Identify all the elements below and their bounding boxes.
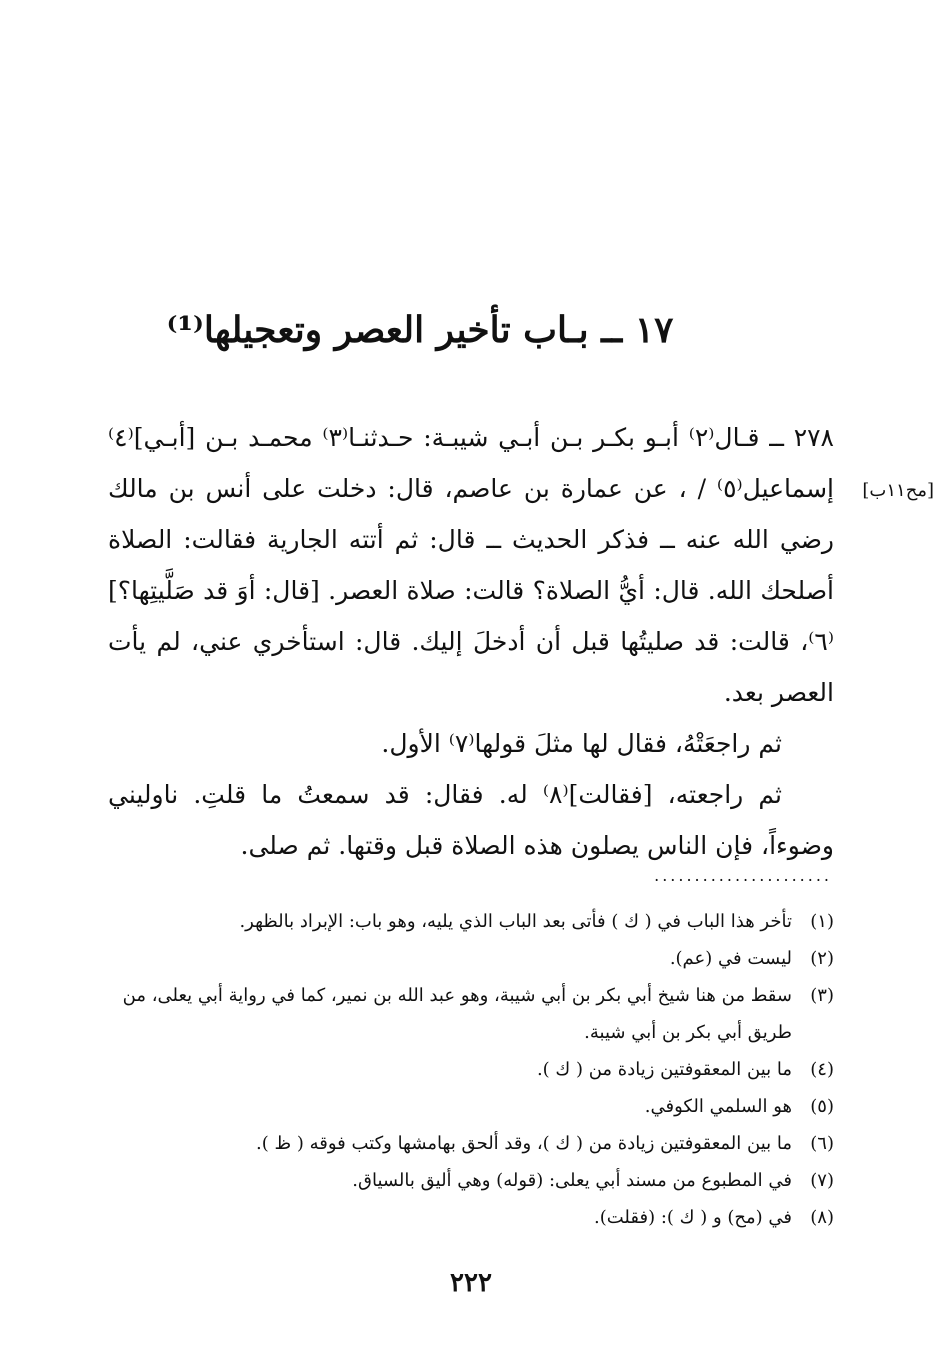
footnote-number: (٢) [810,948,834,969]
footnotes-list [108,903,834,1236]
footnote-number: (١) [810,911,834,932]
footnote-2 [108,940,834,977]
footnote-number: (٤) [810,1059,834,1080]
footnote-4 [108,1051,834,1088]
footnote-3 [108,977,834,1051]
footnote-text: ما بين المعقوفتين زيادة من ( ك ). [536,1059,792,1080]
footnote-text: في المطبوع من مسند أبي يعلى: (قوله) وهي أليق بالسياق. [352,1170,792,1191]
footnote-6 [108,1125,834,1162]
footnote-text: سقط من هنا شيخ أبي بكر بن أبي شيبة، وهو عبد الله بن نمير، كما في رواية أبي يعلى، من طريق أبي بكر بن أبي شيبة. [122,985,792,1043]
hadith-paragraph-1: ٢٧٨ ــ قـال⁽٢⁾ أبـو بكـر بـن أبـي شيبـة: حـدثنـا⁽٣⁾ محمـد بـن [أبـي]⁽٤⁾ إسماعيل⁽٥⁾ / ، عن عمارة بن عاصم، قال: دخلت على أنس بن مالك رضي الله عنه ــ فذكر الحديث ــ قال: ثم أتته الجارية فقالت: الصلاة أصلحك الله. قال: أيُّ الصلاة؟ قالت: صلاة العصر. [قال: أوَ قد صَلَّيتِها؟]⁽٦⁾، قالت: قد صليتُها قبل أن أدخلَ إليك. قال: استأخري عني، لم يأت العصر بعد. [108,423,834,707]
footnote-number: (٧) [810,1170,834,1191]
footnote-number: (٥) [810,1096,834,1117]
footnote-7 [108,1162,834,1199]
hadith-paragraph-3: ثم راجعته، [فقالت]⁽٨⁾ له. فقال: قد سمعتُ ما قلتِ. ناوليني وضوءاً، فإن الناس يصلون هذه الصلاة قبل وقتها. ثم صلى. [108,780,834,860]
footnote-text: في (مح) و ( ك ): (فقلت). [594,1207,792,1228]
footnote-1 [108,903,834,940]
chapter-title: ١٧ ــ بـاب تأخير العصر وتعجيلها⁽¹⁾ [166,309,674,351]
hadith-body [108,412,834,871]
footnote-separator: ...................... [654,866,832,885]
footnote-text: ما بين المعقوفتين زيادة من ( ك )، وقد ألحق بهامشها وكتب فوقه ( ظ ). [256,1133,792,1154]
footnote-8 [108,1199,834,1236]
footnote-text: ليست في (عم). [669,948,792,969]
manuscript-margin-note: [مح١١ب] [862,480,934,501]
footnote-text: هو السلمي الكوفي. [644,1096,792,1117]
footnote-number: (٣) [810,985,834,1006]
page-number: ٢٢٢ [450,1268,492,1298]
footnote-number: (٨) [810,1207,834,1228]
footnote-number: (٦) [810,1133,834,1154]
footnote-5 [108,1088,834,1125]
hadith-paragraph-2: ثم راجعَتْهُ، فقال لها مثلَ قولها⁽٧⁾ الأول. [381,729,782,758]
footnote-text: تأخر هذا الباب في ( ك ) فأتى بعد الباب الذي يليه، وهو باب: الإبراد بالظهر. [239,911,792,932]
